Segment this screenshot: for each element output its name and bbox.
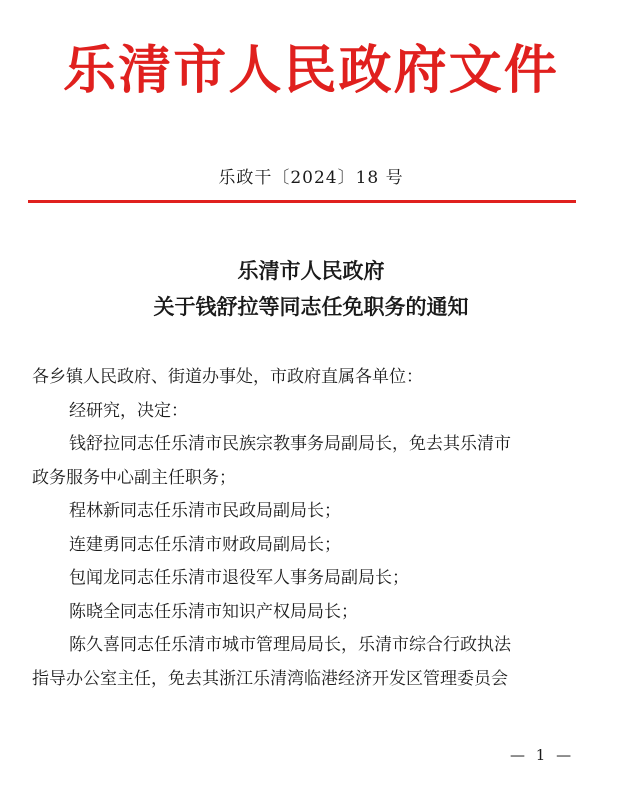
preamble-line: 经研究，决定： — [69, 400, 188, 421]
appointment-item-6-line-2: 指导办公室主任，免去其浙江乐清湾临港经济开发区管理委员会 — [32, 668, 508, 689]
appointment-item-1-line-1: 钱舒拉同志任乐清市民族宗教事务局副局长，免去其乐清市 — [69, 434, 511, 454]
notice-title-line2: 关于钱舒拉等同志任免职务的通知 — [153, 294, 469, 319]
addressee-line: 各乡镇人民政府、街道办事处，市政府直属各单位： — [32, 367, 423, 387]
document-number: 乐政干〔2024〕18 号 — [218, 168, 404, 188]
appointment-item-3: 连建勇同志任乐清市财政局副局长； — [69, 534, 341, 555]
document-header-title: 乐清市人民政府文件 — [63, 40, 559, 101]
document-body — [32, 361, 580, 696]
appointment-item-1-line-2: 政务服务中心副主任职务； — [32, 467, 236, 488]
appointment-item-4: 包闻龙同志任乐清市退役军人事务局副局长； — [69, 568, 409, 588]
notice-title — [0, 253, 622, 325]
notice-title-line1: 乐清市人民政府 — [237, 258, 385, 283]
page-number: — 1 — — [510, 746, 575, 764]
appointment-item-6-line-1: 陈久喜同志任乐清市城市管理局局长，乐清市综合行政执法 — [69, 635, 511, 655]
appointment-item-2: 程林新同志任乐清市民政局副局长； — [69, 501, 341, 521]
red-divider-line — [28, 200, 576, 203]
appointment-item-5: 陈晓全同志任乐清市知识产权局局长； — [69, 601, 358, 622]
